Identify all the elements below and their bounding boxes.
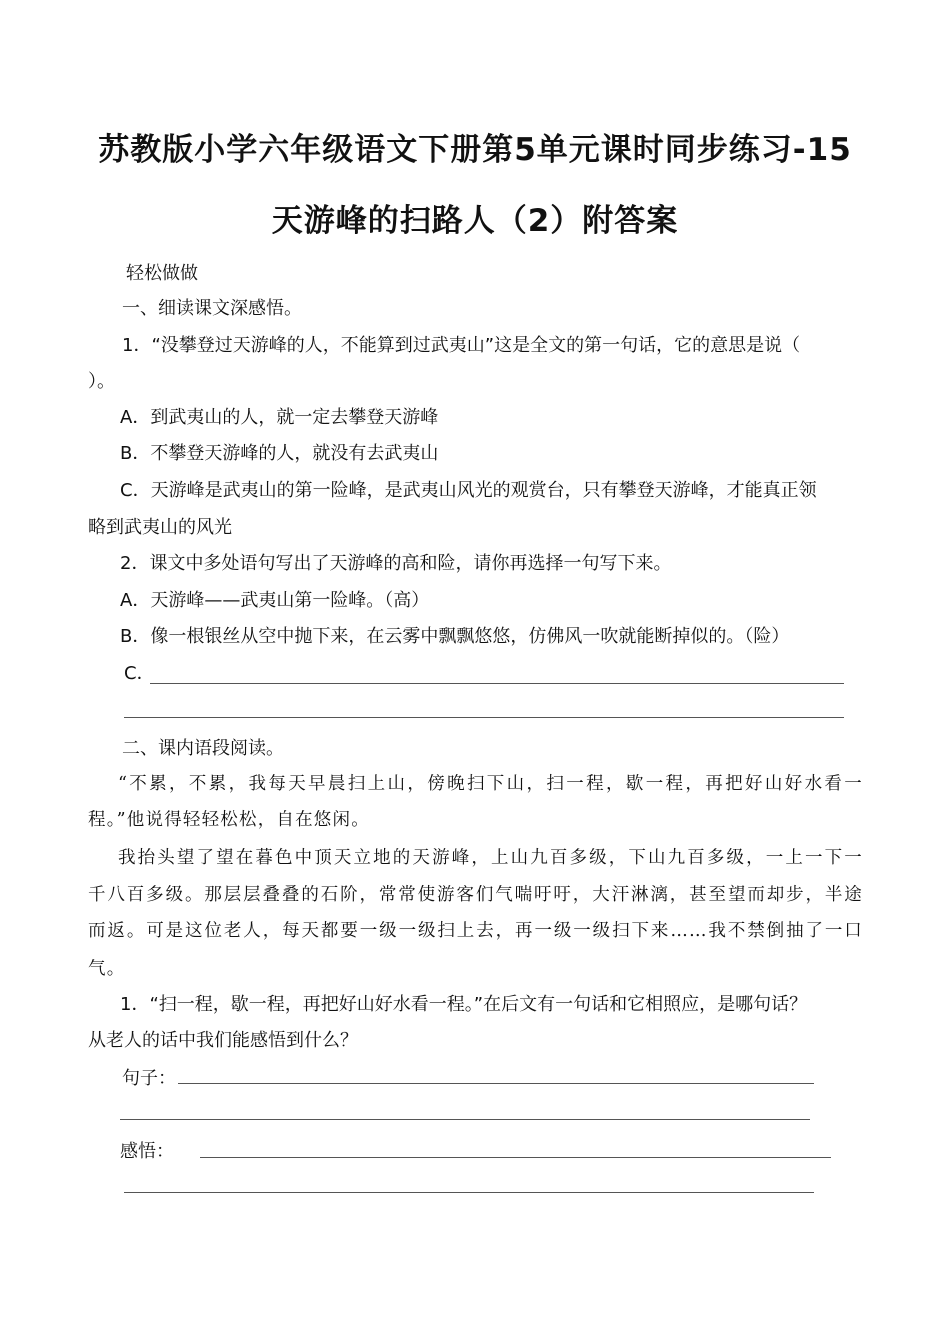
q2-answer-blank-1[interactable] [150,683,844,684]
insight-answer-blank-1[interactable] [200,1157,831,1158]
q2-stem: 2．课文中多处语句写出了天游峰的高和险，请你再选择一句写下来。 [120,553,672,574]
q1-option-b: B．不攀登天游峰的人，就没有去武夷山 [120,443,439,464]
passage-para2-line-1: 我抬头望了望在暮色中顶天立地的天游峰，上山九百多级，下山九百多级，一上一下一 [118,848,863,868]
q2-option-b: B．像一根银丝从空中抛下来，在云雾中飘飘悠悠，仿佛风一吹就能断掉似的。（险） [120,626,790,647]
insight-answer-blank-2[interactable] [124,1192,814,1193]
q2-option-a: A．天游峰——武夷山第一险峰。（高） [120,590,430,611]
sentence-answer-blank-1[interactable] [178,1083,814,1084]
q2-answer-blank-2[interactable] [124,717,844,718]
q1-stem-line-2: ）。 [88,371,115,392]
passage-para2-line-2: 千八百多级。那层层叠叠的石阶，常常使游客们气喘吁吁，大汗淋漓，甚至望而却步，半途 [88,885,863,905]
sentence-label: 句子： [122,1068,176,1089]
passage-para1-line-1: “不累，不累，我每天早晨扫上山，傍晚扫下山，扫一程，歇一程，再把好山好水看一 [118,774,863,794]
q1-option-a: A．到武夷山的人，就一定去攀登天游峰 [120,407,439,428]
part2-heading: 二、课内语段阅读。 [122,738,284,759]
title-line-2: 天游峰的扫路人（2）附答案 [271,203,679,239]
part2-q1-stem-line-1: 1．“扫一程，歇一程，再把好山好水看一程。”在后文有一句话和它相照应，是哪句话？ [120,994,808,1015]
section-easy-label: 轻松做做 [126,263,198,284]
q1-option-c-line-2: 略到武夷山的风光 [88,517,232,538]
insight-label: 感悟： [120,1141,174,1162]
q2-option-c: C． [124,663,155,684]
part2-q1-stem-line-2: 从老人的话中我们能感悟到什么？ [88,1030,358,1051]
title-line-1: 苏教版小学六年级语文下册第5单元课时同步练习-15 [98,132,852,168]
sentence-answer-blank-2[interactable] [120,1119,810,1120]
passage-para2-line-4: 气。 [88,959,126,979]
passage-para2-line-3: 而返。可是这位老人，每天都要一级一级扫上去，再一级一级扫下来……我不禁倒抽了一口 [88,921,863,941]
q1-option-c-line-1: C．天游峰是武夷山的第一险峰，是武夷山风光的观赏台，只有攀登天游峰，才能真正领 [120,480,817,501]
q1-stem-line-1: 1．“没攀登过天游峰的人，不能算到过武夷山”这是全文的第一句话，它的意思是说（ [122,335,801,356]
part1-heading: 一、细读课文深感悟。 [122,298,302,319]
passage-para1-line-2: 程。”他说得轻轻松松，自在悠闲。 [88,810,370,830]
